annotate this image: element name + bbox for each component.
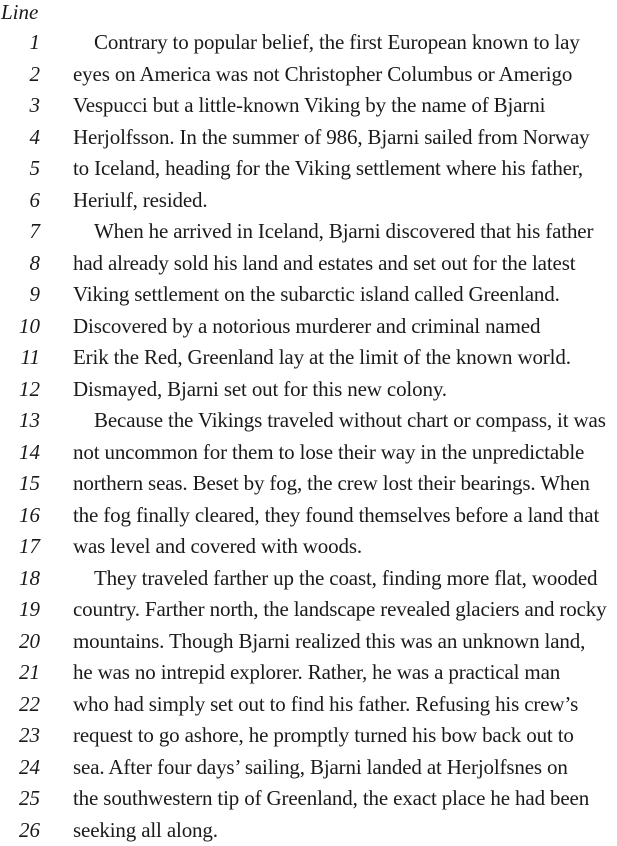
line-text: Dismayed, Bjarni set out for this new colony. [73, 377, 447, 402]
passage-line [0, 279, 617, 311]
passage-line [0, 311, 617, 343]
line-text: Heriulf, resided. [73, 188, 207, 213]
passage-lines [0, 27, 617, 846]
line-number: 23 [0, 723, 40, 748]
passage-line [0, 783, 617, 815]
passage-line [0, 689, 617, 721]
line-number: 12 [0, 377, 40, 402]
passage-line [0, 752, 617, 784]
line-text: Contrary to popular belief, the first European known to lay [73, 30, 580, 55]
passage-line [0, 216, 617, 248]
line-number: 5 [0, 156, 40, 181]
line-number: 8 [0, 251, 40, 276]
line-text: Herjolfsson. In the summer of 986, Bjarni sailed from Norway [73, 125, 589, 150]
passage-line [0, 122, 617, 154]
line-number: 4 [0, 125, 40, 150]
line-number: 17 [0, 534, 40, 559]
line-number: 16 [0, 503, 40, 528]
line-text: to Iceland, heading for the Viking settlement where his father, [73, 156, 583, 181]
passage-line [0, 626, 617, 658]
line-number: 20 [0, 629, 40, 654]
line-text: the southwestern tip of Greenland, the exact place he had been [73, 786, 589, 811]
line-text: Viking settlement on the subarctic island called Greenland. [73, 282, 560, 307]
line-number: 18 [0, 566, 40, 591]
passage-line [0, 815, 617, 846]
line-number: 9 [0, 282, 40, 307]
line-text: northern seas. Beset by fog, the crew lost their bearings. When [73, 471, 590, 496]
line-number: 2 [0, 62, 40, 87]
line-text: When he arrived in Iceland, Bjarni discovered that his father [73, 219, 593, 244]
passage-line [0, 27, 617, 59]
line-text: Erik the Red, Greenland lay at the limit of the known world. [73, 345, 571, 370]
passage-line [0, 153, 617, 185]
line-text: was level and covered with woods. [73, 534, 362, 559]
line-text: They traveled farther up the coast, finding more flat, wooded [73, 566, 597, 591]
passage-line [0, 500, 617, 532]
line-text: request to go ashore, he promptly turned his bow back out to [73, 723, 574, 748]
passage-line [0, 531, 617, 563]
line-number: 19 [0, 597, 40, 622]
line-number: 22 [0, 692, 40, 717]
line-text: eyes on America was not Christopher Columbus or Amerigo [73, 62, 572, 87]
line-text: country. Farther north, the landscape revealed glaciers and rocky [73, 597, 607, 622]
passage-line [0, 59, 617, 91]
line-text: Vespucci but a little-known Viking by the name of Bjarni [73, 93, 545, 118]
passage-line [0, 563, 617, 595]
line-number: 6 [0, 188, 40, 213]
line-number: 10 [0, 314, 40, 339]
passage-line [0, 405, 617, 437]
line-number: 13 [0, 408, 40, 433]
passage-line [0, 374, 617, 406]
line-number: 1 [0, 30, 40, 55]
passage-line [0, 90, 617, 122]
line-text: Discovered by a notorious murderer and criminal named [73, 314, 540, 339]
line-number: 25 [0, 786, 40, 811]
line-text: who had simply set out to find his father. Refusing his crew’s [73, 692, 578, 717]
line-number: 7 [0, 219, 40, 244]
passage-line [0, 185, 617, 217]
line-number: 15 [0, 471, 40, 496]
passage-line [0, 594, 617, 626]
line-text: seeking all along. [73, 818, 218, 843]
passage-line [0, 720, 617, 752]
line-text: sea. After four days’ sailing, Bjarni landed at Herjolfsnes on [73, 755, 568, 780]
line-text: had already sold his land and estates and set out for the latest [73, 251, 575, 276]
passage-line [0, 342, 617, 374]
passage-line [0, 468, 617, 500]
line-number: 26 [0, 818, 40, 843]
line-text: he was no intrepid explorer. Rather, he was a practical man [73, 660, 560, 685]
passage-line [0, 248, 617, 280]
line-text: Because the Vikings traveled without chart or compass, it was [73, 408, 606, 433]
line-number: 14 [0, 440, 40, 465]
line-number: 24 [0, 755, 40, 780]
line-number: 11 [0, 345, 40, 370]
passage-line [0, 437, 617, 469]
passage-line [0, 657, 617, 689]
line-number: 3 [0, 93, 40, 118]
line-text: not uncommon for them to lose their way in the unpredictable [73, 440, 584, 465]
line-number: 21 [0, 660, 40, 685]
line-text: the fog finally cleared, they found themselves before a land that [73, 503, 599, 528]
line-header: Line [1, 0, 38, 24]
line-text: mountains. Though Bjarni realized this was an unknown land, [73, 629, 585, 654]
